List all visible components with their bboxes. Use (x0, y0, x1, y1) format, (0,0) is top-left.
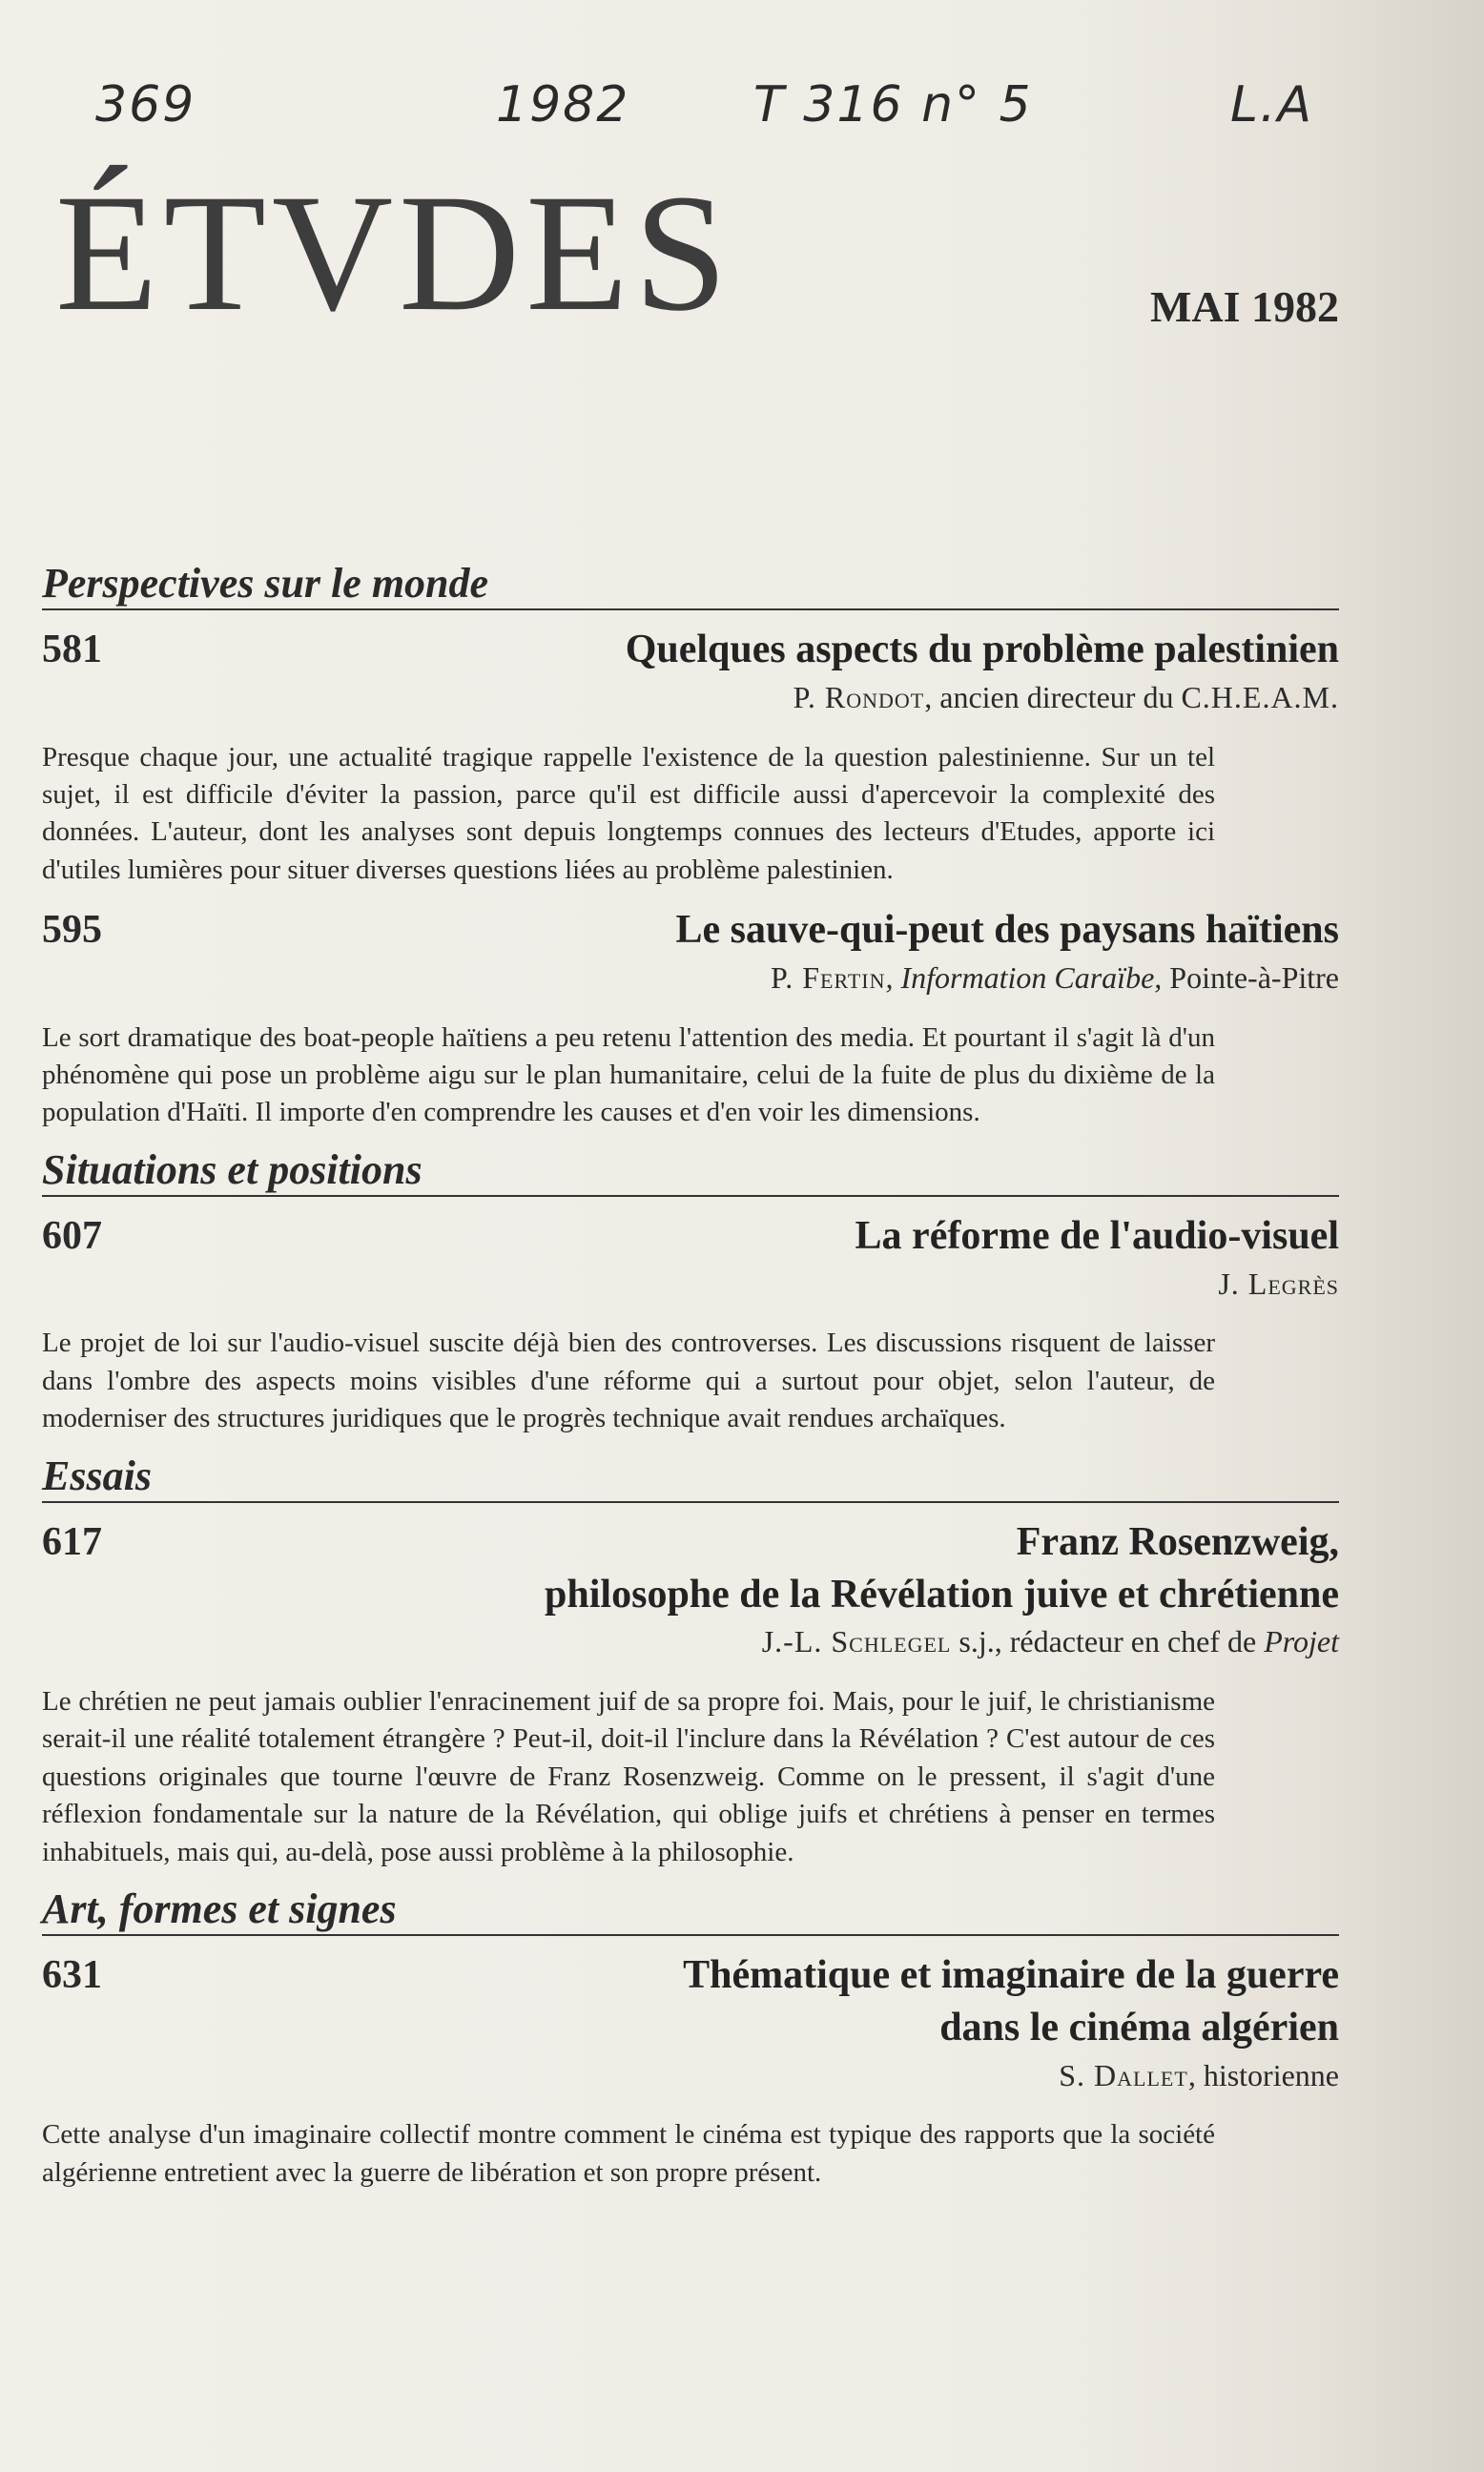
article-title: Thématique et imaginaire de la guerre (683, 1953, 1339, 1998)
author-role: , Information Caraïbe, (885, 959, 1163, 995)
author-org: Projet (1264, 1624, 1339, 1659)
article-author (42, 1265, 1339, 1305)
section-essais (42, 1453, 1339, 1871)
article-author (42, 2056, 1339, 2096)
handwritten-note-volume: 369 (95, 76, 196, 134)
article-title: La réforme de l'audio-visuel (855, 1214, 1339, 1259)
article-title-line2: philosophe de la Révélation juive et chrétienne (545, 1572, 1339, 1617)
author-org: Pointe-à-Pitre (1169, 959, 1339, 995)
article-title: Quelques aspects du problème palestinien (625, 628, 1339, 672)
author-name: P. Fertin (770, 959, 886, 995)
author-role: , ancien directeur du (924, 679, 1174, 714)
section-heading: Art, formes et signes (42, 1886, 1339, 1936)
author-role: s.j., rédacteur en chef de (951, 1624, 1257, 1659)
article-author (42, 1622, 1339, 1662)
section-heading: Perspectives sur le monde (42, 561, 1339, 610)
handwritten-note-initials: L.A (1230, 76, 1314, 134)
toc-entry-617 (42, 1516, 1339, 1871)
article-abstract: Le projet de loi sur l'audio-visuel suscite déjà bien des controverses. Les discussions risquent de laisser dans l'ombre des aspects moins visibles d'une réforme qui a surtout pour objet, selon l'auteur, de moderniser des structures juridiques que le progrès technique avait rendues archaïques. (42, 1328, 1215, 1434)
page-number: 595 (42, 908, 102, 953)
handwritten-note-year: 1982 (496, 76, 630, 134)
article-abstract: Le chrétien ne peut jamais oublier l'enracinement juif de sa propre foi. Mais, pour le juif, le christianisme serait-il une réalité totalement étrangère ? Peut-il, doit-il l'inclure dans la Révélation ? C'est autour de ces questions originales que tourne l'œuvre de Franz Rosenzweig. Comme on le pressent, il s'agit d'une réflexion fondamentale sur la nature de la Révélation, qui oblige juifs et chrétiens à penser en termes inhabituels, mais qui, au-delà, pose aussi problème à la philosophie. (42, 1685, 1215, 1867)
author-org: C.H.E.A.M. (1181, 679, 1339, 714)
page-number: 631 (42, 1953, 102, 1998)
handwritten-note-tome: T 316 n° 5 (753, 76, 1033, 134)
page-number: 581 (42, 628, 102, 672)
section-situations (42, 1147, 1339, 1438)
article-title: Le sauve-qui-peut des paysans haïtiens (675, 908, 1339, 953)
article-abstract: Cette analyse d'un imaginaire collectif montre comment le cinéma est typique des rapports que la société algérienne entretient avec la guerre de libération et son propre présent. (42, 2119, 1215, 2188)
author-role: , historienne (1187, 2057, 1339, 2092)
article-author (42, 958, 1339, 999)
section-perspectives (42, 561, 1339, 1132)
author-name: J.-L. Schlegel (761, 1624, 952, 1659)
toc-entry-595 (42, 904, 1339, 1132)
page-number: 607 (42, 1214, 102, 1259)
article-author (42, 678, 1339, 718)
section-art (42, 1886, 1339, 2192)
article-title: Franz Rosenzweig, (1016, 1520, 1339, 1565)
author-name: J. Legrès (1218, 1266, 1339, 1301)
issue-date: MAI 1982 (1149, 282, 1339, 331)
toc-entry-581 (42, 624, 1339, 889)
toc-entry-607 (42, 1210, 1339, 1438)
journal-masthead: ÉTVDES (55, 160, 733, 346)
section-heading: Essais (42, 1453, 1339, 1503)
page-number: 617 (42, 1520, 102, 1565)
author-name: P. Rondot (793, 679, 925, 714)
author-name: S. Dallet (1059, 2057, 1188, 2092)
article-abstract: Presque chaque jour, une actualité tragique rappelle l'existence de la question palestinienne. Sur un tel sujet, il est difficile d'éviter la passion, parce qu'il est difficile aussi d'apercevoir la complexité des données. L'auteur, dont les analyses sont depuis longtemps connues des lecteurs d'Etudes, apporte ici d'utiles lumières pour situer diverses questions liées au problème palestinien. (42, 741, 1215, 885)
article-abstract: Le sort dramatique des boat-people haïtiens a peu retenu l'attention des media. Et pourtant il s'agit là d'un phénomène qui pose un problème aigu sur le plan humanitaire, celui de la fuite de plus du dixième de la population d'Haïti. Il importe d'en comprendre les causes et d'en voir les dimensions. (42, 1021, 1215, 1128)
toc-entry-631 (42, 1949, 1339, 2192)
table-of-contents (42, 561, 1339, 2207)
section-heading: Situations et positions (42, 1147, 1339, 1197)
article-title-line2: dans le cinéma algérien (939, 2006, 1339, 2050)
